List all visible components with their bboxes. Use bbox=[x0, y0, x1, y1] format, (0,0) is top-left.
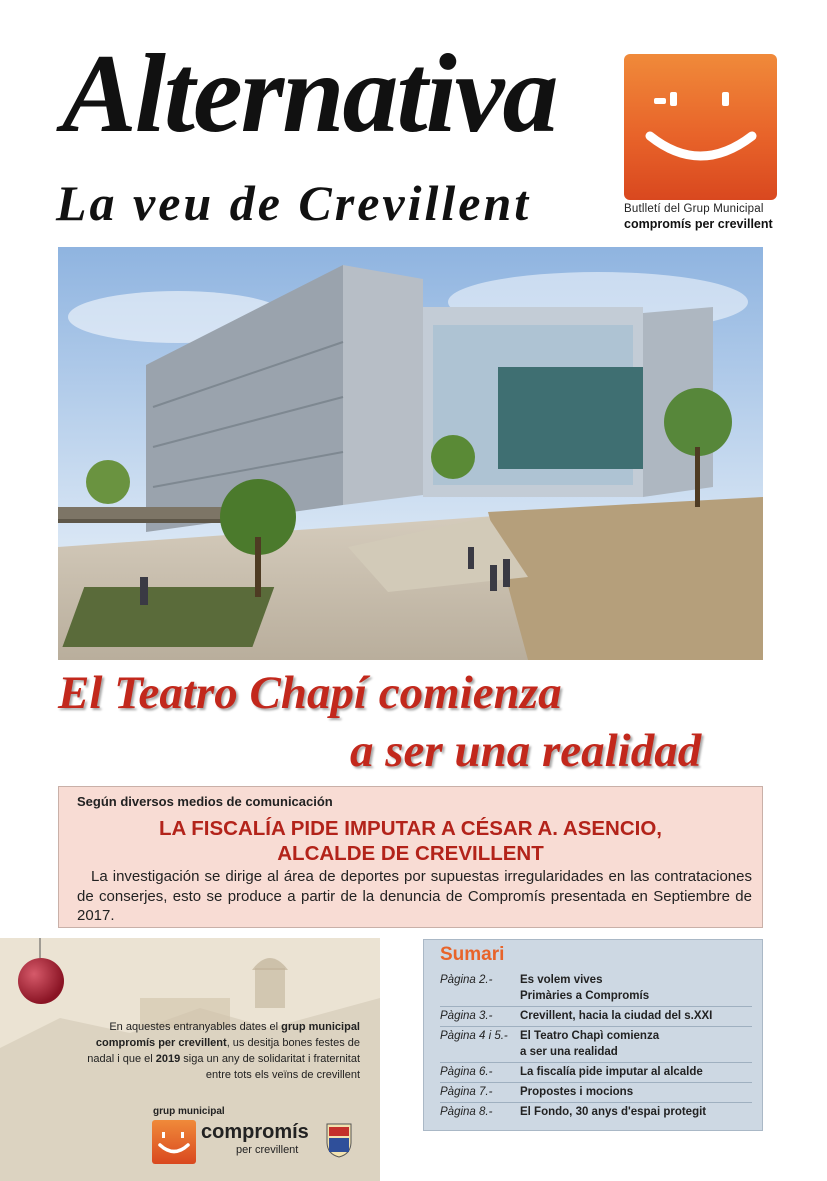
logo-caption: Butlletí del Grup Municipal bbox=[624, 203, 764, 215]
masthead-title: Alternativa bbox=[62, 32, 557, 156]
smile-icon bbox=[624, 54, 777, 200]
sumari-page: Pàgina 7.- bbox=[440, 1086, 493, 1098]
sumari-item bbox=[440, 1103, 752, 1122]
sumari-title-text: El Fondo, 30 anys d'espai protegit bbox=[520, 1106, 707, 1118]
news-box bbox=[58, 786, 763, 928]
sumari-page: Pàgina 8.- bbox=[440, 1106, 493, 1118]
brand-sub: per crevillent bbox=[236, 1144, 299, 1156]
sumari-item bbox=[440, 971, 752, 1007]
sumari-title: Sumari bbox=[440, 944, 505, 965]
theatre-rendering bbox=[58, 247, 763, 660]
news-kicker: Según diversos medios de comunicación bbox=[77, 794, 333, 809]
small-smile-icon bbox=[152, 1120, 196, 1164]
news-title bbox=[59, 817, 762, 866]
greeting-part2: , us desitja bones festes de nadal i que el bbox=[87, 1036, 360, 1065]
headline-line2: a ser una realidad bbox=[350, 725, 702, 777]
compromis-small-logo bbox=[152, 1120, 196, 1164]
news-body: La investigación se dirige al área de deportes por supuestas irregularidades en las contrataciones de conserjes, esto se produce a partir de la denuncia de Compromís presentada en Septiembre de 2017. bbox=[77, 868, 752, 924]
ornament-icon bbox=[18, 958, 64, 1004]
headline-line1: El Teatro Chapí comienza bbox=[58, 667, 562, 719]
news-title-line2: ALCALDE DE CREVILLENT bbox=[277, 841, 544, 865]
sumari-page: Pàgina 6.- bbox=[440, 1066, 493, 1078]
sumari-title-text: Propostes i mocions bbox=[520, 1086, 634, 1098]
masthead-subtitle: La veu de Crevillent bbox=[56, 175, 532, 231]
sumari-item bbox=[440, 1063, 752, 1083]
sumari-title-text: Es volem vives Primàries a Compromís bbox=[520, 974, 650, 1002]
greeting-year: 2019 bbox=[155, 1052, 181, 1065]
news-title-line1: LA FISCALÍA PIDE IMPUTAR A CÉSAR A. ASENCIO, bbox=[158, 817, 663, 840]
logo-caption-brand: compromís per crevillent bbox=[624, 217, 773, 231]
sumari-page: Pàgina 2.- bbox=[440, 974, 493, 986]
brand-name: compromís bbox=[201, 1121, 309, 1143]
christmas-greeting bbox=[0, 938, 380, 1181]
sumari-item bbox=[440, 1007, 752, 1027]
sumari-item bbox=[440, 1027, 752, 1063]
town-shield-icon bbox=[326, 1122, 352, 1158]
sumari-title-text: La fiscalía pide imputar al alcalde bbox=[520, 1066, 703, 1078]
compromis-logo bbox=[624, 54, 777, 200]
greeting-group: grup municipal compromís per crevillent bbox=[95, 1021, 360, 1049]
greeting-part3: siga un any de solidaritat i fraternitat entre tots els veïns de crevillent bbox=[180, 1052, 360, 1081]
sumari-page: Pàgina 3.- bbox=[440, 1010, 493, 1022]
sumari-title-text: Crevillent, hacia la ciudad del s.XXI bbox=[520, 1010, 713, 1022]
grup-label: grup municipal bbox=[153, 1106, 225, 1117]
sumari-list bbox=[440, 971, 752, 1122]
sumari-title-text: El Teatro Chapì comienza a ser una realidad bbox=[520, 1030, 660, 1058]
greeting-text bbox=[70, 1020, 360, 1084]
sumari-item bbox=[440, 1083, 752, 1103]
greeting-part1: En aquestes entranyables dates el bbox=[109, 1021, 282, 1033]
sumari-box bbox=[423, 939, 763, 1131]
sumari-page: Pàgina 4 i 5.- bbox=[440, 1030, 508, 1042]
